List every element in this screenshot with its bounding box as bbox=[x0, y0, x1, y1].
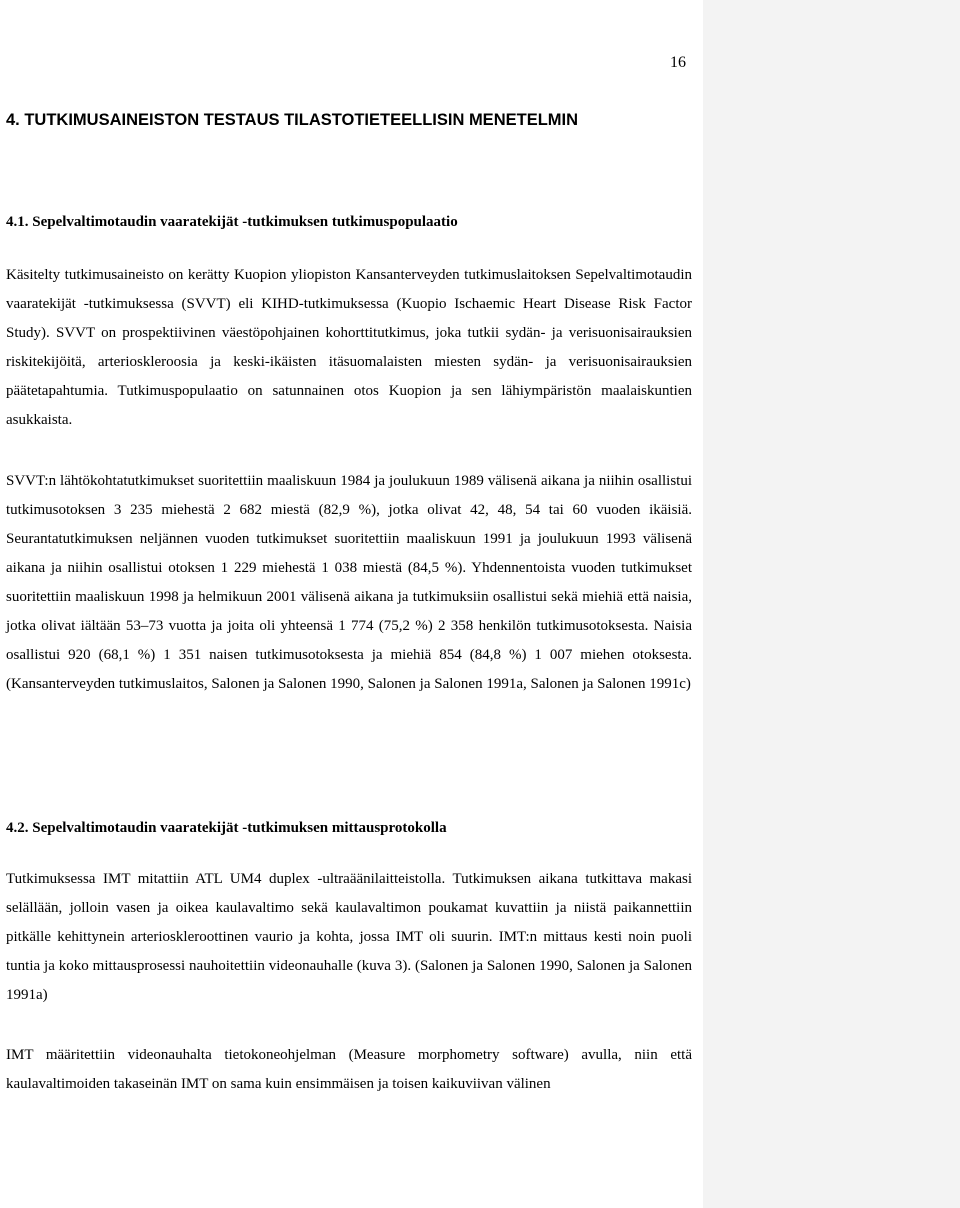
page-number: 16 bbox=[670, 54, 686, 71]
comment-margin-panel bbox=[703, 0, 960, 1208]
paragraph-baseline-studies: SVVT:n lähtökohtatutkimukset suoritettiin maaliskuun 1984 ja joulukuun 1989 välisenä aikana ja niihin osallistui tutkimusotoksen 3 235 miehestä 2 682 miestä (82,9 %), jotka olivat 42, 48, 54 tai 60 vuoden ikäisiä. Seurantatutkimuksen neljännen vuoden tutkimukset suoritettiin maaliskuun 1991 ja joulukuun 1993 välisenä aikana ja niihin osallistui otoksen 1 229 miehestä 1 038 miestä (84,5 %). Yhdennentoista vuoden tutkimukset suoritettiin maaliskuun 1998 ja helmikuun 2001 välisenä aikana ja tutkimuksiin osallistui sekä miehiä että naisia, jotka olivat iältään 53–73 vuotta ja joita oli yhteensä 1 774 (75,2 %) 2 358 henkilön tutkimusotoksesta. Naisia osallistui 920 (68,1 %) 1 351 naisen tutkimusotoksesta ja miehiä 854 (84,8 %) 1 007 miehen otoksesta. (Kansanterveyden tutkimuslaitos, Salonen ja Salonen 1990, Salonen ja Salonen 1991a, Salonen ja Salonen 1991c) bbox=[6, 473, 692, 692]
chapter-heading: 4. TUTKIMUSAINEISTON TESTAUS TILASTOTIETEELLISIN MENETELMIN bbox=[6, 111, 579, 129]
section-heading-4-1: 4.1. Sepelvaltimotaudin vaaratekijät -tutkimuksen tutkimuspopulaatio bbox=[6, 214, 458, 230]
section-heading-4-2: 4.2. Sepelvaltimotaudin vaaratekijät -tutkimuksen mittausprotokolla bbox=[6, 820, 447, 836]
paragraph-study-population: Käsitelty tutkimusaineisto on kerätty Kuopion yliopiston Kansanterveyden tutkimuslaitoksen Sepelvaltimotaudin vaaratekijät -tutkimuksessa (SVVT) eli KIHD-tutkimuksessa (Kuopio Ischaemic Heart Disease Risk Factor Study). SVVT on prospektiivinen väestöpohjainen kohorttitutkimus, joka tutkii sydän- ja verisuonisairauksien riskitekijöitä, arterioskleroosia ja keski-ikäisten itäsuomalaisten miesten sydän- ja verisuonisairauksien päätetapahtumia. Tutkimuspopulaatio on satunnainen otos Kuopion ja sen lähiympäristön maalaiskuntien asukkaista. bbox=[6, 267, 692, 428]
paragraph-imt-determination: IMT määritettiin videonauhalta tietokoneohjelman (Measure morphometry software) avulla, niin että kaulavaltimoiden takaseinän IMT on sama kuin ensimmäisen ja toisen kaikuviivan välinen bbox=[6, 1047, 692, 1092]
paragraph-imt-measurement: Tutkimuksessa IMT mitattiin ATL UM4 duplex -ultraäänilaitteistolla. Tutkimuksen aikana tutkittava makasi selällään, jolloin vasen ja oikea kaulavaltimo sekä kaulavaltimon poukamat kuvattiin ja niistä paikannettiin pitkälle kehittynein arterioskleroottinen vaurio ja kohta, jossa IMT oli suurin. IMT:n mittaus kesti noin puoli tuntia ja koko mittausprosessi nauhoitettiin videonauhalle (kuva 3). (Salonen ja Salonen 1990, Salonen ja Salonen 1991a) bbox=[6, 871, 692, 1003]
